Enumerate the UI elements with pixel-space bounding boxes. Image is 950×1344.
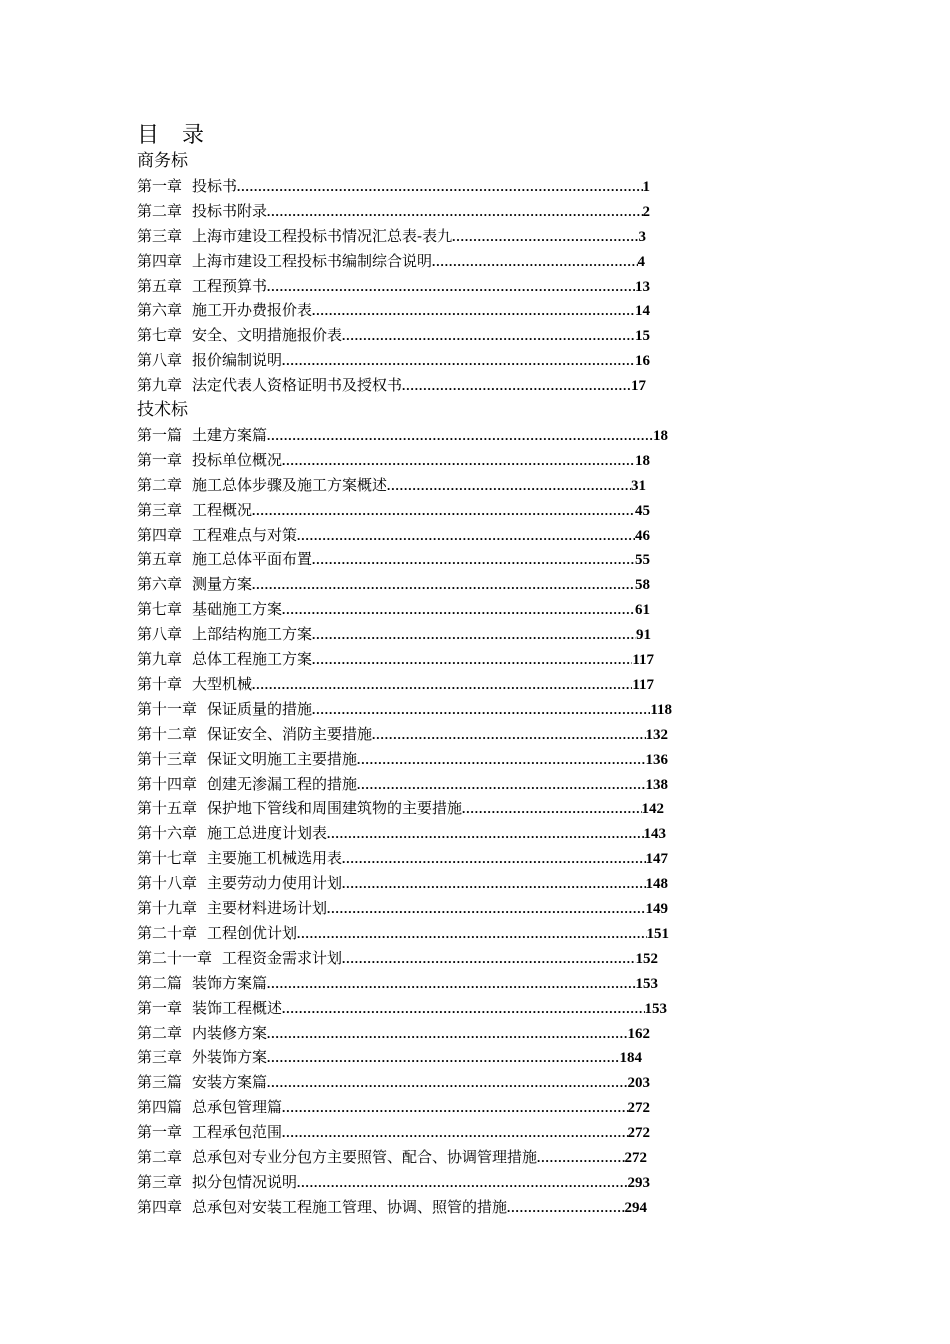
toc-entry-page-number: 55	[635, 552, 650, 569]
toc-entry-chapter: 第二篇	[137, 973, 183, 992]
toc-entry-title: 主要材料进场计划	[207, 899, 328, 917]
section-heading: 商务标	[137, 151, 188, 171]
toc-dot-leader	[357, 774, 645, 796]
toc-entry[interactable]	[137, 573, 650, 595]
toc-entry-chapter: 第八章	[137, 351, 183, 370]
toc-entry-chapter: 第六章	[137, 301, 183, 320]
toc-entry-page-number: 45	[635, 502, 650, 519]
toc-dot-leader	[342, 848, 645, 870]
toc-dot-leader	[282, 450, 635, 472]
toc-entry-page-number: 117	[632, 676, 654, 693]
toc-entry-title: 上海市建设工程投标书情况汇总表-表九	[192, 226, 453, 245]
toc-entry[interactable]	[137, 1146, 647, 1168]
toc-dot-leader	[297, 923, 646, 945]
toc-entry-chapter: 第九章	[137, 376, 183, 395]
toc-dot-leader	[387, 475, 631, 497]
toc-entry-chapter: 第六章	[137, 575, 183, 594]
toc-entry-page-number: 16	[635, 353, 650, 370]
toc-entry-chapter: 第二十章	[137, 923, 198, 942]
toc-dot-leader	[267, 1047, 619, 1069]
toc-entry[interactable]	[137, 947, 658, 969]
toc-entry-page-number: 2	[642, 203, 650, 220]
toc-entry-page-number: 152	[635, 950, 658, 967]
toc-entry-chapter: 第十七章	[137, 849, 198, 868]
toc-entry-page-number: 153	[644, 1000, 667, 1017]
toc-entry-title: 上部结构施工方案	[192, 625, 313, 644]
toc-dot-leader	[357, 749, 645, 771]
toc-entry-page-number: 46	[635, 527, 650, 544]
toc-dot-leader	[462, 798, 641, 820]
toc-entry-chapter: 第一篇	[137, 425, 183, 444]
toc-entry[interactable]	[137, 449, 650, 471]
toc-entry-chapter: 第四篇	[137, 1098, 183, 1117]
toc-entry-title: 安全、文明措施报价表	[192, 326, 343, 345]
toc-entry-chapter: 第四章	[137, 1197, 183, 1216]
toc-dot-leader	[237, 176, 642, 198]
toc-entry-chapter: 第七章	[137, 326, 183, 345]
toc-entry-page-number: 61	[635, 602, 650, 619]
toc-entry-page-number: 31	[631, 477, 646, 494]
toc-entry-chapter: 第一章	[137, 176, 183, 195]
toc-entry-chapter: 第十四章	[137, 774, 198, 793]
toc-entry-title: 施工总体平面布置	[192, 550, 313, 569]
toc-entry-chapter: 第十九章	[137, 899, 198, 917]
toc-entry-page-number: 162	[627, 1025, 650, 1042]
toc-entry-chapter: 第九章	[137, 650, 183, 668]
toc-entry-page-number: 18	[653, 427, 668, 444]
toc-dot-leader	[282, 1097, 627, 1119]
toc-dot-leader	[372, 724, 645, 746]
toc-dot-leader	[252, 500, 635, 522]
toc-entry[interactable]	[137, 773, 668, 795]
toc-entry[interactable]	[137, 524, 650, 546]
toc-entry-page-number: 272	[624, 1150, 647, 1166]
toc-entry-page-number: 1	[642, 178, 650, 195]
toc-dot-leader	[267, 201, 642, 223]
toc-entry[interactable]	[137, 349, 650, 371]
toc-entry-title: 保证质量的措施	[207, 699, 313, 718]
toc-entry[interactable]	[137, 598, 650, 620]
toc-entry-page-number: 272	[627, 1125, 650, 1142]
toc-entry-chapter: 第八章	[137, 625, 183, 644]
toc-entry[interactable]	[137, 250, 645, 272]
toc-entry-chapter: 第十六章	[137, 824, 198, 843]
toc-entry-title: 测量方案	[192, 575, 253, 594]
toc-entry-title: 创建无渗漏工程的措施	[207, 774, 358, 793]
toc-entry-title: 上海市建设工程投标书编制综合说明	[192, 251, 433, 270]
toc-entry-chapter: 第三章	[137, 1172, 183, 1191]
toc-entry-title: 投标书	[192, 176, 238, 195]
toc-dot-leader	[252, 574, 635, 596]
toc-entry-title: 土建方案篇	[192, 425, 268, 444]
toc-entry-page-number: 117	[632, 652, 654, 668]
toc-dot-leader	[342, 948, 635, 970]
toc-dot-leader	[282, 1122, 627, 1144]
toc-dot-leader	[282, 350, 635, 372]
toc-entry-chapter: 第四章	[137, 525, 183, 544]
toc-entry-page-number: 118	[650, 701, 672, 718]
toc-entry[interactable]	[137, 474, 646, 496]
toc-entry-page-number: 293	[627, 1174, 650, 1191]
toc-entry[interactable]	[137, 997, 667, 1019]
toc-entry-title: 外装饰方案	[192, 1048, 268, 1067]
toc-entry-page-number: 153	[635, 975, 658, 992]
toc-entry-title: 主要施工机械选用表	[207, 849, 343, 868]
toc-entry-page-number: 148	[645, 876, 668, 893]
toc-entry-title: 装饰工程概述	[192, 998, 283, 1017]
toc-entry-chapter: 第二章	[137, 1148, 183, 1166]
toc-entry-chapter: 第一章	[137, 1123, 183, 1142]
toc-dot-leader	[327, 898, 645, 920]
toc-dot-leader	[282, 599, 635, 621]
toc-entry[interactable]	[137, 275, 650, 297]
toc-entry-page-number: 151	[646, 925, 669, 942]
toc-entry-page-number: 294	[624, 1199, 647, 1216]
toc-entry-title: 大型机械	[192, 674, 253, 693]
toc-entry-page-number: 15	[635, 328, 650, 345]
toc-entry-page-number: 143	[643, 826, 666, 843]
toc-dot-leader	[312, 300, 635, 322]
toc-entry-page-number: 58	[635, 577, 650, 594]
toc-entry-title: 工程预算书	[192, 276, 268, 295]
toc-entry-chapter: 第二十一章	[137, 948, 213, 967]
toc-entry-page-number: 147	[645, 851, 668, 868]
toc-entry[interactable]	[137, 797, 664, 819]
toc-title: 目 录	[137, 123, 212, 148]
toc-dot-leader	[297, 1172, 627, 1194]
toc-entry-title: 总承包对安装工程施工管理、协调、照管的措施	[192, 1197, 508, 1216]
toc-entry-title: 投标书附录	[192, 201, 268, 220]
toc-entry-page-number: 3	[638, 228, 646, 245]
toc-entry-chapter: 第三章	[137, 500, 183, 519]
toc-entry-title: 内装修方案	[192, 1023, 268, 1042]
toc-entry-title: 工程创优计划	[207, 923, 298, 942]
toc-entry-chapter: 第三章	[137, 1048, 183, 1067]
toc-entry-chapter: 第一章	[137, 450, 183, 469]
toc-entry-chapter: 第二章	[137, 475, 183, 494]
toc-entry[interactable]	[137, 698, 672, 720]
toc-entry[interactable]	[137, 175, 650, 197]
toc-entry-page-number: 4	[637, 253, 645, 270]
toc-entry-title: 施工开办费报价表	[192, 301, 313, 320]
toc-entry-page-number: 184	[619, 1050, 642, 1067]
toc-entry[interactable]	[137, 748, 668, 770]
toc-dot-leader	[267, 1023, 627, 1045]
toc-dot-leader	[507, 1197, 624, 1219]
toc-entry[interactable]	[137, 200, 650, 222]
toc-entry[interactable]	[137, 897, 668, 919]
toc-dot-leader	[327, 823, 643, 845]
toc-entry[interactable]	[137, 1096, 650, 1118]
toc-dot-leader	[297, 525, 635, 547]
toc-dot-leader	[452, 226, 638, 248]
toc-entry-title: 保证安全、消防主要措施	[207, 724, 373, 743]
toc-entry-title: 施工总进度计划表	[207, 824, 328, 843]
toc-entry[interactable]	[137, 847, 668, 869]
toc-entry-title: 工程资金需求计划	[222, 948, 343, 967]
toc-dot-leader	[432, 251, 637, 273]
toc-entry-title: 保证文明施工主要措施	[207, 749, 358, 768]
toc-entry[interactable]	[137, 872, 668, 894]
toc-entry-chapter: 第五章	[137, 276, 183, 295]
toc-entry-page-number: 142	[641, 801, 664, 818]
toc-entry-title: 主要劳动力使用计划	[207, 874, 343, 893]
toc-entry-title: 施工总体步骤及施工方案概述	[192, 475, 388, 494]
toc-dot-leader	[267, 425, 653, 447]
toc-entry-page-number: 272	[627, 1100, 650, 1117]
toc-entry-title: 总体工程施工方案	[192, 650, 313, 668]
toc-entry-chapter: 第五章	[137, 550, 183, 569]
toc-entry-page-number: 203	[627, 1075, 650, 1092]
toc-entry[interactable]	[137, 299, 650, 321]
toc-entry-title: 投标单位概况	[192, 450, 283, 469]
toc-entry[interactable]	[137, 225, 646, 247]
toc-entry-title: 总承包对专业分包方主要照管、配合、协调管理措施	[192, 1148, 538, 1166]
toc-entry-chapter: 第一章	[137, 998, 183, 1017]
toc-entry-page-number: 91	[636, 627, 651, 644]
toc-dot-leader	[267, 276, 635, 298]
toc-dot-leader	[342, 873, 645, 895]
toc-dot-leader	[252, 674, 632, 696]
toc-dot-leader	[402, 375, 631, 397]
toc-entry-chapter: 第七章	[137, 600, 183, 619]
toc-entry-page-number: 132	[645, 726, 668, 743]
toc-entry-chapter: 第十一章	[137, 699, 198, 718]
toc-entry-chapter: 第三篇	[137, 1073, 183, 1092]
section-heading: 技术标	[137, 400, 188, 420]
toc-entry[interactable]	[137, 972, 658, 994]
toc-entry-chapter: 第二章	[137, 201, 183, 220]
toc-entry-page-number: 17	[631, 378, 646, 395]
toc-entry[interactable]	[137, 648, 654, 670]
toc-entry-title: 安装方案篇	[192, 1073, 268, 1092]
toc-entry-chapter: 第十二章	[137, 724, 198, 743]
toc-entry[interactable]	[137, 1022, 650, 1044]
toc-entry[interactable]	[137, 499, 650, 521]
toc-entry-chapter: 第三章	[137, 226, 183, 245]
toc-entry-chapter: 第四章	[137, 251, 183, 270]
toc-entry-page-number: 149	[645, 901, 668, 917]
toc-dot-leader	[312, 649, 632, 671]
toc-entry-title: 装饰方案篇	[192, 973, 268, 992]
toc-entry[interactable]	[137, 1196, 647, 1218]
toc-entry[interactable]	[137, 1121, 650, 1143]
toc-entry-title: 报价编制说明	[192, 351, 283, 370]
toc-dot-leader	[342, 325, 635, 347]
toc-entry[interactable]	[137, 922, 669, 944]
toc-entry-chapter: 第十五章	[137, 799, 198, 818]
toc-entry-title: 拟分包情况说明	[192, 1172, 298, 1191]
toc-entry-chapter: 第十章	[137, 674, 183, 693]
toc-entry[interactable]	[137, 723, 668, 745]
toc-entry-page-number: 136	[645, 751, 668, 768]
toc-entry-title: 保护地下管线和周围建筑物的主要措施	[207, 799, 463, 818]
toc-entry-page-number: 18	[635, 452, 650, 469]
toc-dot-leader	[312, 699, 650, 721]
toc-entry-page-number: 14	[635, 303, 650, 320]
toc-entry[interactable]	[137, 324, 650, 346]
toc-entry-title: 法定代表人资格证明书及授权书	[192, 376, 403, 395]
toc-entry-title: 基础施工方案	[192, 600, 283, 619]
toc-dot-leader	[282, 998, 644, 1020]
toc-entry-title: 工程承包范围	[192, 1123, 283, 1142]
toc-entry-chapter: 第十八章	[137, 874, 198, 893]
toc-entry[interactable]	[137, 1046, 642, 1068]
toc-dot-leader	[537, 1147, 624, 1169]
toc-entry[interactable]	[137, 1071, 650, 1093]
toc-entry[interactable]	[137, 673, 654, 695]
toc-entry[interactable]	[137, 374, 646, 396]
toc-dot-leader	[312, 549, 635, 571]
toc-entry-title: 工程概况	[192, 500, 253, 519]
toc-entry-chapter: 第二章	[137, 1023, 183, 1042]
toc-entry-page-number: 138	[645, 776, 668, 793]
toc-entry-title: 工程难点与对策	[192, 525, 298, 544]
toc-entry-page-number: 13	[635, 278, 650, 295]
toc-entry[interactable]	[137, 822, 666, 844]
toc-entry[interactable]	[137, 548, 650, 570]
toc-dot-leader	[267, 973, 635, 995]
toc-entry-chapter: 第十三章	[137, 749, 198, 768]
toc-entry[interactable]	[137, 623, 651, 645]
toc-dot-leader	[267, 1072, 627, 1094]
toc-entry[interactable]	[137, 424, 668, 446]
toc-dot-leader	[312, 624, 636, 646]
toc-entry[interactable]	[137, 1171, 650, 1193]
toc-entry-title: 总承包管理篇	[192, 1098, 283, 1117]
